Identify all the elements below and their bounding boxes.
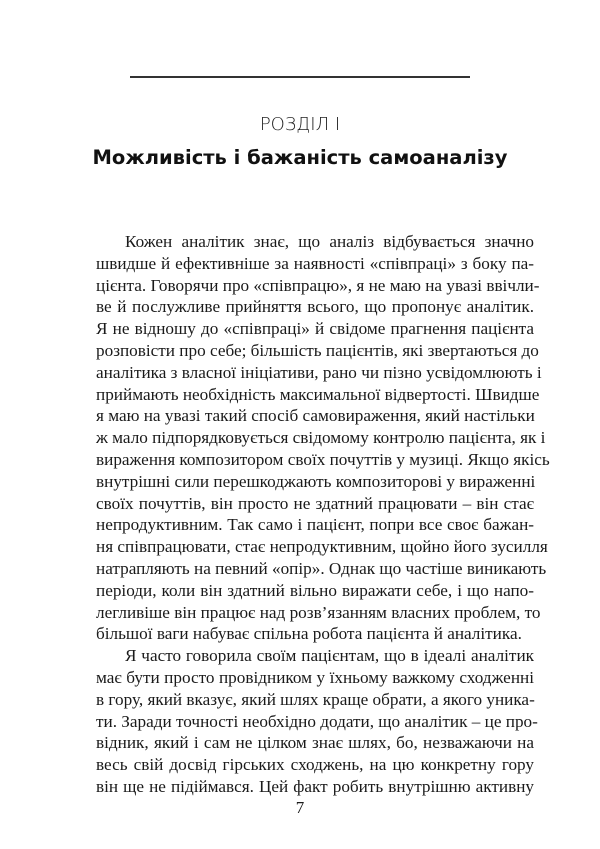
text-line: він ще не підіймався. Цей факт робить внутрішню активну [96,776,534,796]
text-line: ти. Заради точності необхідно додати, що аналітик – це про- [96,711,538,731]
chapter-title: Можливість і бажаність самоаналізу [92,146,508,169]
text-line: ня співпрацювати, стає непродуктивним, щойно його зусилля [96,537,548,557]
text-line: я маю на увазі такий спосіб самовираження, який настільки [96,406,535,426]
text-line: періоди, коли він здатний вільно виражати себе, і що напо- [96,580,534,600]
text-line: швидше й ефективніше за наявності «співпраці» з боку па- [96,253,534,273]
text-line: Я не відношу до «співпраці» й свідоме прагнення пацієнта [96,319,534,339]
text-line: непродуктивним. Так само і пацієнт, попри все своє бажан- [96,515,534,535]
text-line: Я часто говорила своїм пацієнтам, що в ідеалі аналітик [125,646,534,666]
text-line: натрапляють на певний «опір». Однак що частіше виникають [96,558,547,578]
text-line: ж мало підпорядковується свідомому контролю пацієнта, як і [96,428,546,448]
text-line: своїх почуттів, він просто не здатний працювати – він стає [96,493,534,513]
text-line: більшої ваги набуває спільна робота пацієнта й аналітика. [96,624,522,644]
chapter-label: РОЗДІЛ І [259,114,341,135]
text-line: цієнта. Говорячи про «співпрацю», я не маю на увазі ввічли- [96,275,540,295]
text-line: весь свій досвід гірських сходжень, на цю конкретну гору [96,755,534,775]
text-line: приймають необхідність максимальної відвертості. Швидше [96,384,540,404]
text-line: легливіше він працює над розв’язанням власних проблем, то [96,602,541,622]
text-line: внутрішні сили перешкоджають композиторові у вираженні [96,471,536,491]
text-line: вираження композитором своїх почуттів у музиці. Якщо якісь [96,449,550,469]
body-text [96,231,550,798]
page-number: 7 [295,798,305,817]
text-line: Кожен аналітик знає, що аналіз відбувається значно [125,232,534,251]
text-line: має бути просто провідником у їхньому важкому сходженні [96,667,534,687]
text-line: відник, який і сам не цілком знає шлях, бо, незважаючи на [96,733,534,753]
chapter-rule [130,76,470,78]
text-line: ве й послужливе прийняття всього, що пропонує аналітик. [96,297,534,317]
text-line: аналітика з власної ініціативи, рано чи пізно усвідомлюють і [96,362,542,382]
text-line: в гору, який вказує, який шлях краще обрати, а якого уника- [96,689,535,709]
text-line: розповісти про себе; більшість пацієнтів, які звертаються до [96,340,539,360]
